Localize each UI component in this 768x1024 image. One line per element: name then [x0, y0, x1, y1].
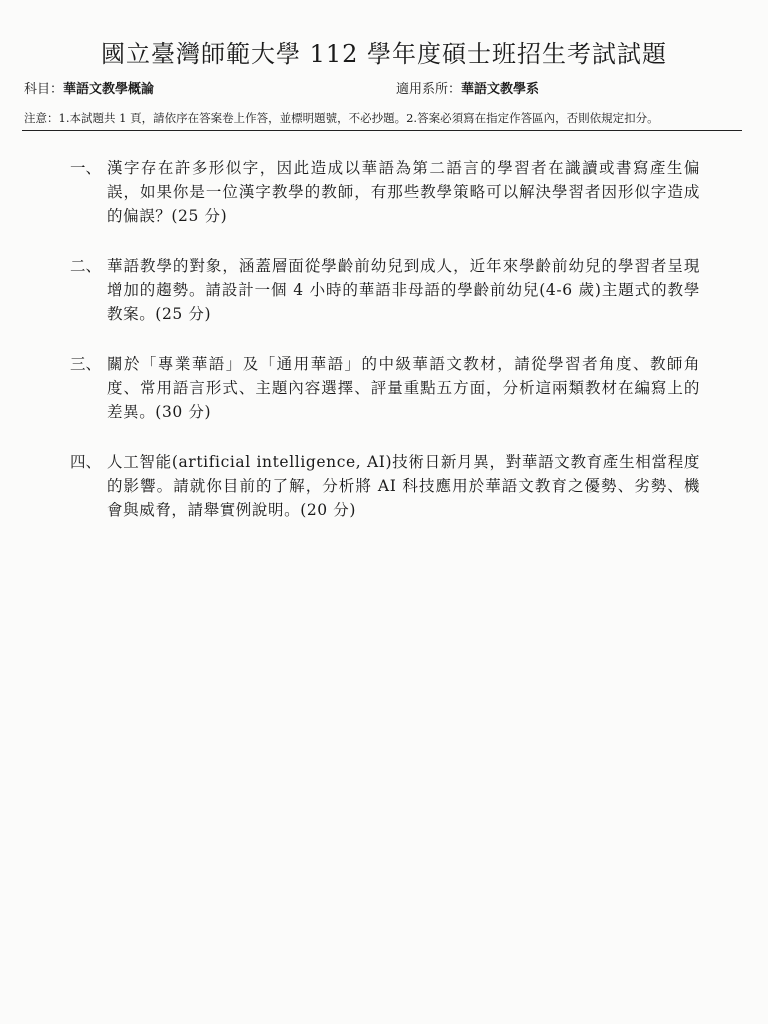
question-text: 人工智能(artificial intelligence, AI)技術日新月異，對華語文教育產生相當程度的影響。請就你目前的了解，分析將 AI 科技應用於華語文教育之優勢、劣勢、機會與威脅，請舉實例說明。(20 分)	[107, 453, 700, 519]
question-item	[70, 450, 700, 522]
exam-meta-row	[24, 78, 744, 100]
question-text: 關於「專業華語」及「通用華語」的中級華語文教材，請從學習者角度、教師角度、常用語言形式、主題內容選擇、評量重點五方面，分析這兩類教材在編寫上的差異。(30 分)	[107, 355, 700, 421]
subject-field	[24, 78, 154, 97]
subject-label: 科目：	[24, 82, 64, 97]
exam-notice: 注意：1.本試題共 1 頁，請依序在答案卷上作答，並標明題號，不必抄題。2.答案必須寫在指定作答區內，否則依規定扣分。	[24, 111, 659, 125]
department-field	[396, 78, 539, 97]
question-item	[70, 352, 700, 424]
header-divider	[22, 130, 742, 131]
question-item	[70, 156, 700, 228]
question-list	[70, 156, 700, 548]
department-value: 華語文教學系	[461, 82, 540, 97]
question-number: 一、	[70, 159, 102, 177]
question-number: 三、	[70, 355, 102, 373]
question-item	[70, 254, 700, 326]
subject-value: 華語文教學概論	[63, 82, 155, 97]
question-number: 四、	[70, 453, 102, 471]
department-label: 適用系所：	[396, 82, 462, 97]
exam-title: 國立臺灣師範大學 112 學年度碩士班招生考試試題	[100, 40, 668, 68]
question-number: 二、	[70, 257, 102, 275]
question-text: 漢字存在許多形似字，因此造成以華語為第二語言的學習者在識讀或書寫產生偏誤，如果你是一位漢字教學的教師，有那些教學策略可以解決學習者因形似字造成的偏誤？(25 分)	[107, 159, 700, 225]
question-text: 華語教學的對象，涵蓋層面從學齡前幼兒到成人，近年來學齡前幼兒的學習者呈現增加的趨勢。請設計一個 4 小時的華語非母語的學齡前幼兒(4-6 歲)主題式的教學教案。(25 分)	[107, 257, 700, 323]
